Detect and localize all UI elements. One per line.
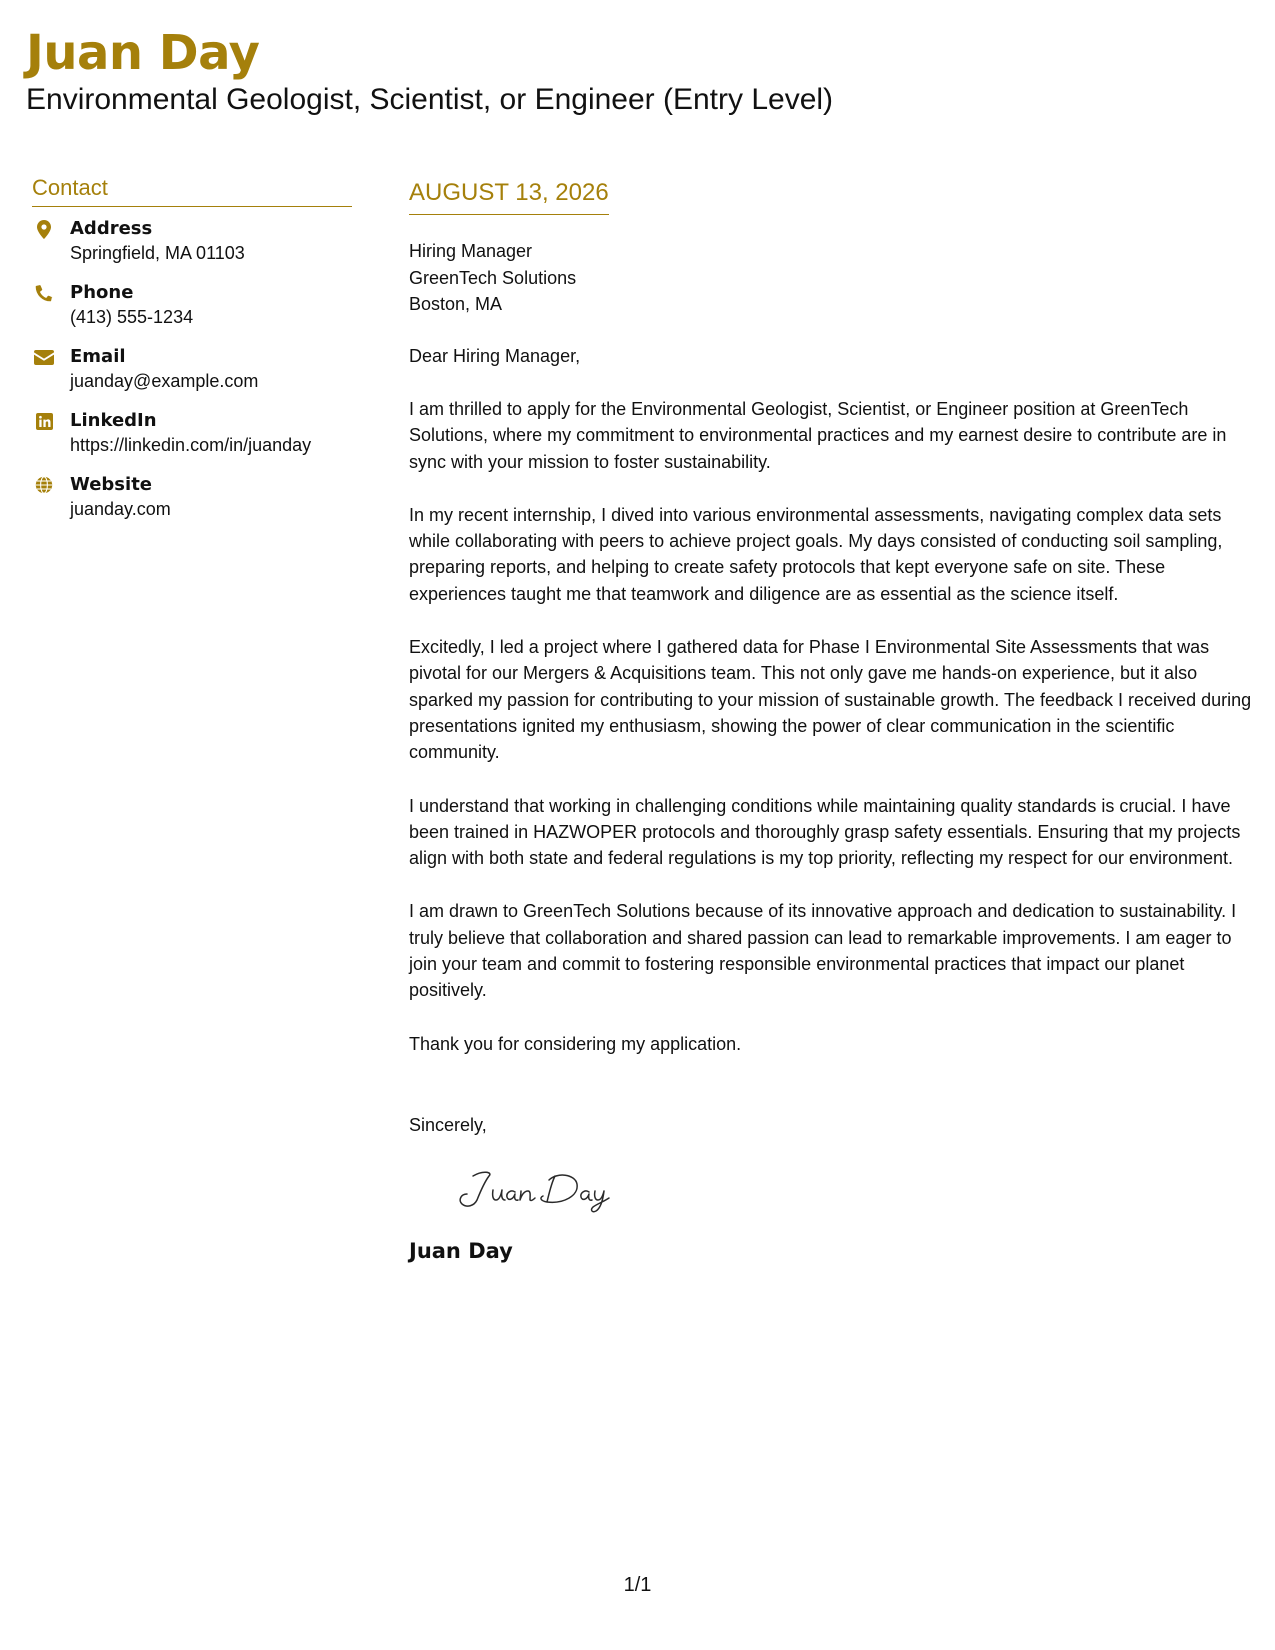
signature-image bbox=[453, 1166, 623, 1214]
contact-email bbox=[32, 345, 352, 394]
recipient-block bbox=[409, 238, 1254, 318]
contact-address bbox=[32, 217, 352, 266]
job-title: Environmental Geologist, Scientist, or Engineer (Entry Level) bbox=[26, 83, 834, 116]
map-pin-icon bbox=[34, 219, 54, 239]
envelope-icon bbox=[34, 347, 54, 367]
contact-sidebar bbox=[32, 174, 352, 537]
closing: Sincerely, bbox=[409, 1114, 487, 1135]
phone-icon bbox=[34, 283, 54, 303]
website-value[interactable]: juanday.com bbox=[70, 499, 171, 519]
contact-heading: Contact bbox=[32, 174, 352, 207]
signer-name: Juan Day bbox=[409, 1238, 513, 1263]
letter-paragraph: In my recent internship, I dived into various environmental assessments, navigating complex data sets while collaborating with peers to achieve project goals. My days consisted of conducting soil sampling, preparing reports, and helping to create safety protocols that kept everyone safe on site. These experiences taught me that teamwork and diligence are as essential as the science itself. bbox=[409, 504, 1223, 604]
linkedin-value[interactable]: https://linkedin.com/in/juanday bbox=[70, 435, 312, 455]
letter-body bbox=[409, 178, 1254, 1264]
recipient-line: GreenTech Solutions bbox=[409, 267, 577, 288]
phone-value: (413) 555-1234 bbox=[70, 307, 194, 327]
letter-paragraph: Thank you for considering my application. bbox=[409, 1033, 742, 1054]
contact-website bbox=[32, 473, 352, 522]
linkedin-icon bbox=[34, 411, 54, 431]
recipient-line: Boston, MA bbox=[409, 294, 503, 314]
address-value: Springfield, MA 01103 bbox=[70, 243, 245, 263]
letter-paragraph: Excitedly, I led a project where I gathered data for Phase I Environmental Site Assessments that was pivotal for our Mergers & Acquisitions team. This not only gave me hands-on experience, but it also sparked my passion for contributing to your mission of sustainable growth. The feedback I received during presentations ignited my enthusiasm, showing the power of clear communication in the scientific community. bbox=[409, 637, 1252, 763]
address-label: Address bbox=[70, 218, 153, 239]
phone-label: Phone bbox=[70, 282, 134, 303]
letter-paragraph: I am thrilled to apply for the Environmental Geologist, Scientist, or Engineer position at GreenTech Solutions, where my commitment to environmental practices and my earnest desire to contribute are in sync with your mission to foster sustainability. bbox=[409, 399, 1227, 472]
contact-phone bbox=[32, 281, 352, 330]
linkedin-label: LinkedIn bbox=[70, 410, 157, 431]
letter-paragraph: I am drawn to GreenTech Solutions because of its innovative approach and dedication to sustainability. I truly believe that collaboration and shared passion can lead to remarkable improvements. I am eager to join your team and commit to fostering responsible environmental practices that impact our planet positively. bbox=[409, 901, 1237, 1001]
salutation: Dear Hiring Manager, bbox=[409, 345, 581, 366]
recipient-line: Hiring Manager bbox=[409, 241, 533, 261]
letter-date: AUGUST 13, 2026 bbox=[409, 178, 609, 215]
contact-linkedin bbox=[32, 409, 352, 458]
applicant-name: Juan Day bbox=[26, 25, 260, 81]
email-value: juanday@example.com bbox=[70, 371, 259, 391]
website-label: Website bbox=[70, 474, 153, 495]
globe-icon bbox=[34, 475, 54, 495]
letter-paragraph: I understand that working in challenging conditions while maintaining quality standards is crucial. I have been trained in HAZWOPER protocols and thoroughly grasp safety essentials. Ensuring that my projects align with both state and federal regulations is my top priority, reflecting my respect for our environment. bbox=[409, 795, 1241, 869]
email-label: Email bbox=[70, 346, 126, 367]
page-number: 1/1 bbox=[623, 1574, 652, 1596]
